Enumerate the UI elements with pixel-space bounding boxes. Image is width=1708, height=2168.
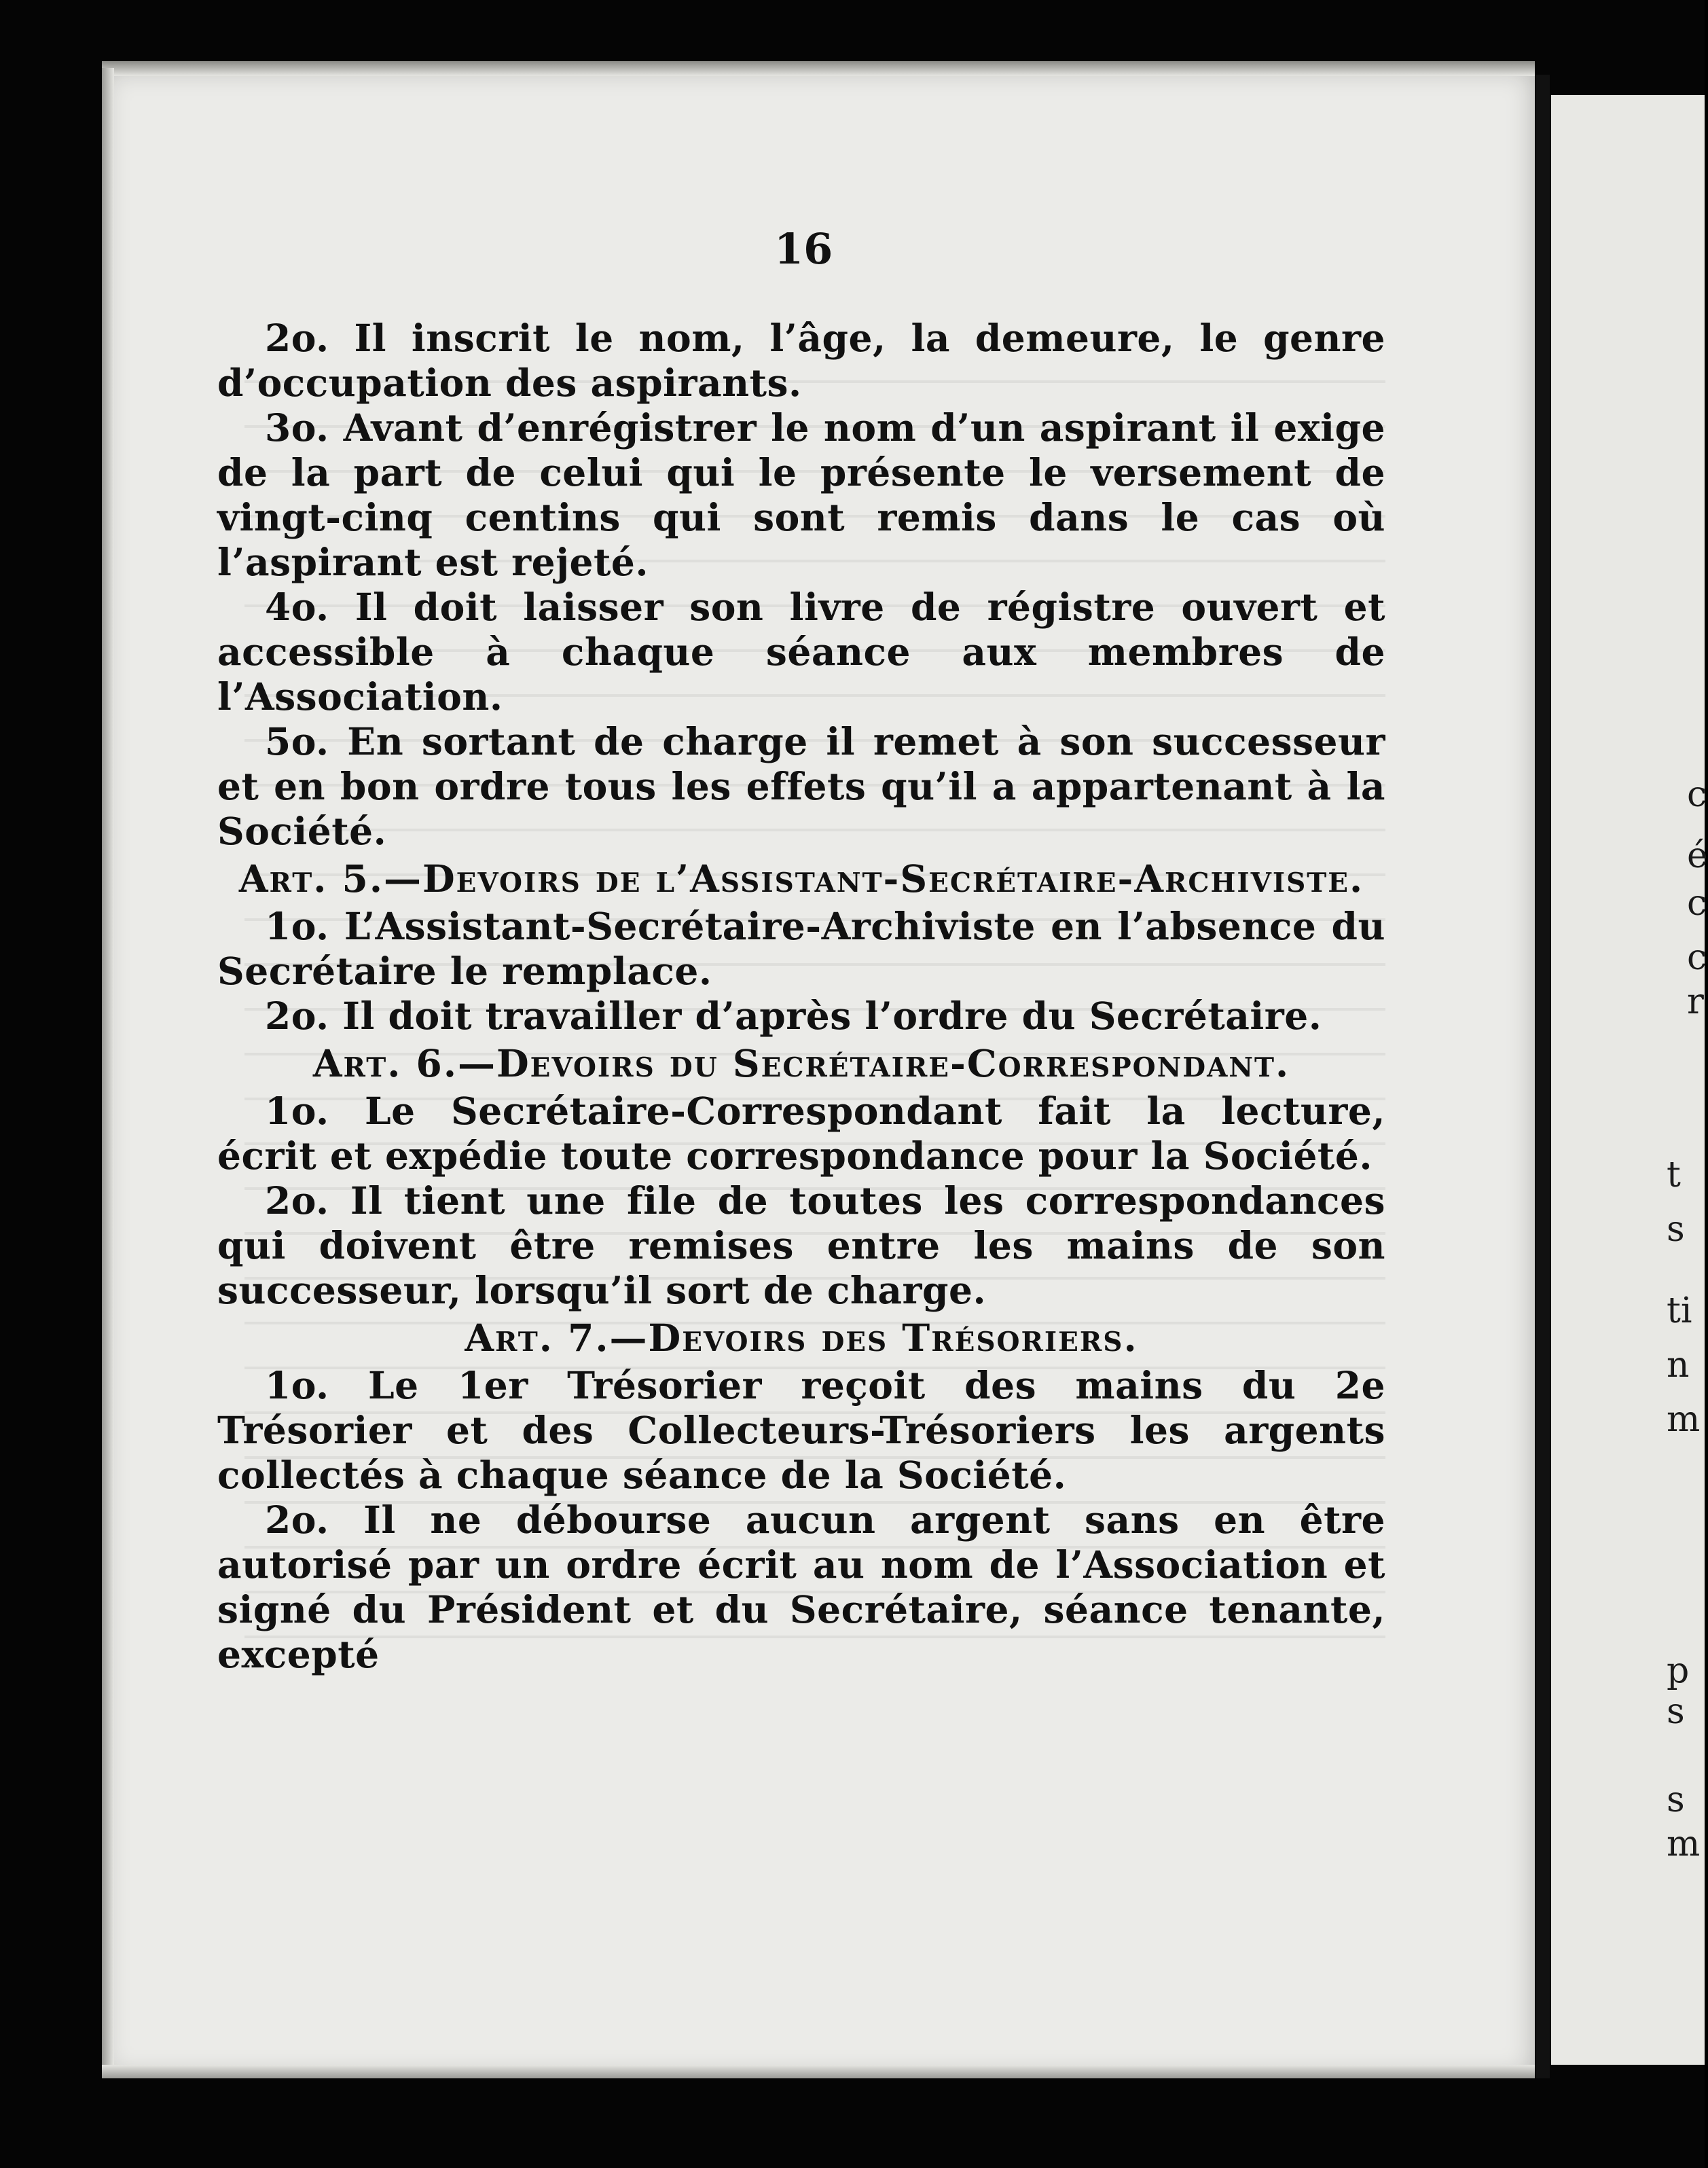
facing-fragment: r [1687,981,1704,1022]
paragraph: 1o. Le Secrétaire-Correspondant fait la lecture, écrit et expédie toute correspondance pour la Société. [217,1089,1385,1178]
facing-fragment: t [1667,1155,1681,1195]
facing-fragment: p [1667,1650,1690,1691]
paragraph: 2o. Il ne débourse aucun argent sans en être autorisé par un ordre écrit au nom de l’Association et signé du Président et du Secrétaire, séance tenante, excepté [217,1498,1385,1676]
book-spine [1536,75,1550,2078]
article-heading: Art. 5.—Devoirs de l’Assistant-Secrétaire-Archiviste. [238,856,1364,901]
article-heading: Art. 6.—Devoirs du Secrétaire-Correspondant. [312,1041,1290,1085]
page-number: 16 [774,224,833,274]
facing-fragment: c [1687,937,1707,978]
facing-fragment: n [1667,1345,1690,1386]
facing-fragment: c [1687,774,1707,815]
facing-fragment: s [1667,1209,1685,1250]
page-bottom-edge [102,2065,1535,2078]
page-left-edge [102,68,114,2078]
facing-fragment: m [1667,1824,1701,1864]
page-top-edge [102,61,1535,76]
facing-fragment: m [1667,1399,1701,1440]
paragraph: 2o. Il doit travailler d’après l’ordre du Secrétaire. [265,994,1322,1038]
paragraph: 1o. L’Assistant-Secrétaire-Archiviste en l’absence du Secrétaire le remplace. [217,904,1385,993]
facing-page [1551,95,1708,2065]
page-body [217,316,1385,1677]
paragraph: 4o. Il doit laisser son livre de régistre ouvert et accessible à chaque séance aux membres de l’Association. [217,585,1385,719]
paragraph: 3o. Avant d’enrégistrer le nom d’un aspirant il exige de la part de celui qui le présente le versement de vingt-cinq centins qui sont remis dans le cas où l’aspirant est rejeté. [217,405,1385,584]
facing-fragment: é [1687,835,1708,876]
facing-fragment: s [1667,1779,1685,1820]
facing-fragment: s [1667,1691,1685,1732]
facing-fragment: ti [1667,1290,1692,1331]
paragraph: 2o. Il inscrit le nom, l’âge, la demeure, le genre d’occupation des aspirants. [217,316,1385,405]
paragraph: 5o. En sortant de charge il remet à son successeur et en bon ordre tous les effets qu’il a appartenant à la Société. [217,719,1385,853]
facing-fragment: c [1687,883,1707,924]
paragraph: 1o. Le 1er Trésorier reçoit des mains du 2e Trésorier et des Collecteurs-Trésoriers les argents collectés à chaque séance de la Société. [217,1363,1385,1497]
paragraph: 2o. Il tient une file de toutes les correspondances qui doivent être remises entre les mains de son successeur, lorsqu’il sort de charge. [217,1178,1385,1312]
article-heading: Art. 7.—Devoirs des Trésoriers. [465,1316,1138,1360]
